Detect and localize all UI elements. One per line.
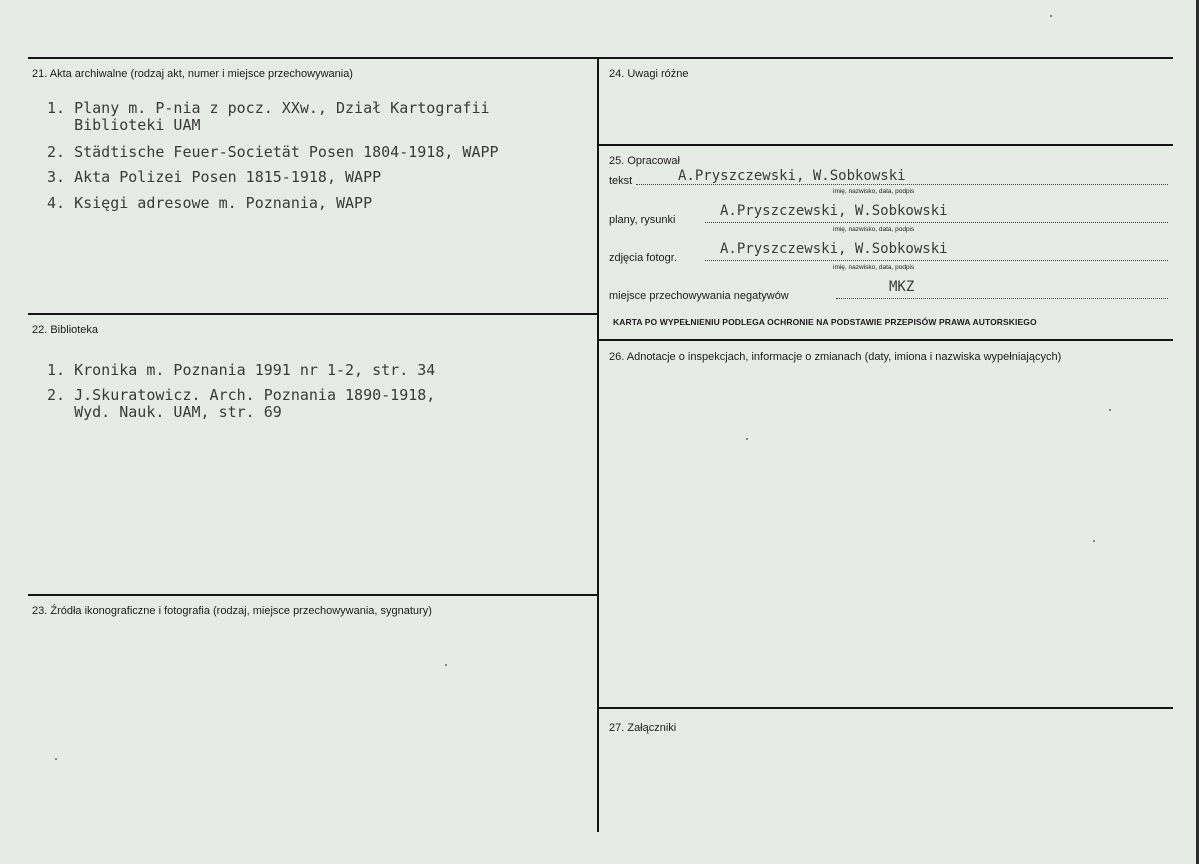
section-27-heading: 27. Załączniki [609, 722, 677, 734]
negatywy-dotted-line [836, 298, 1168, 299]
plany-value: A.Pryszczewski, W.Sobkowski [720, 203, 948, 219]
rule-22-23 [28, 594, 597, 596]
zdjecia-value: A.Pryszczewski, W.Sobkowski [720, 241, 948, 257]
plany-dotted-line [705, 222, 1168, 223]
zdjecia-label: zdjęcia fotogr. [609, 252, 677, 264]
paper-speck [1050, 15, 1052, 17]
negatywy-label: miejsce przechowywania negatywów [609, 290, 789, 302]
rule-25-26 [599, 339, 1173, 341]
paper-speck [1093, 540, 1095, 542]
zdjecia-dotted-line [705, 260, 1168, 261]
section-21-item-1: 1. Plany m. P-nia z pocz. XXw., Dział Kartografii [47, 99, 490, 117]
paper-speck [1109, 409, 1111, 411]
section-21-item-3: 3. Akta Polizei Posen 1815-1918, WAPP [47, 168, 382, 186]
tekst-label: tekst [609, 175, 633, 187]
section-21-item-4: 4. Księgi adresowe m. Poznania, WAPP [47, 194, 373, 212]
paper-speck [445, 664, 447, 666]
rule-24-25 [599, 144, 1173, 146]
section-22-item-2-cont: Wyd. Nauk. UAM, str. 69 [47, 403, 282, 421]
section-25-heading: 25. Opracował [609, 155, 680, 167]
rule-26-27 [599, 707, 1173, 709]
paper-speck [55, 758, 57, 760]
rule-21-22 [28, 313, 597, 315]
section-21-item-2: 2. Städtische Feuer-Societät Posen 1804-1918, WAPP [47, 143, 499, 161]
plany-caption: imię, nazwisko, data, podpis [833, 226, 915, 233]
tekst-caption: imię, nazwisko, data, podpis [833, 188, 915, 195]
tekst-dotted-line [636, 184, 1168, 185]
tekst-value: A.Pryszczewski, W.Sobkowski [678, 168, 906, 184]
section-21-item-1-cont: Biblioteki UAM [47, 116, 201, 134]
negatywy-value: MKZ [889, 279, 915, 295]
copyright-notice: KARTA PO WYPEŁNIENIU PODLEGA OCHRONIE NA PODSTAWIE PRZEPISÓW PRAWA AUTORSKIEGO [613, 317, 1037, 327]
section-22-item-2: 2. J.Skuratowicz. Arch. Poznania 1890-1918, [47, 386, 436, 404]
paper-speck [746, 438, 748, 440]
section-24-heading: 24. Uwagi różne [609, 68, 689, 80]
section-21-heading: 21. Akta archiwalne (rodzaj akt, numer i miejsce przechowywania) [32, 68, 353, 80]
section-26-heading: 26. Adnotacje o inspekcjach, informacje o zmianach (daty, imiona i nazwiska wypełniających) [609, 351, 1062, 363]
section-23-heading: 23. Źródła ikonograficzne i fotografia (rodzaj, miejsce przechowywania, sygnatury) [32, 605, 432, 617]
section-22-item-1: 1. Kronika m. Poznania 1991 nr 1-2, str. 34 [47, 361, 436, 379]
plany-label: plany, rysunki [609, 214, 676, 226]
zdjecia-caption: imię, nazwisko, data, podpis [833, 264, 915, 271]
center-divider [597, 57, 599, 832]
top-rule [28, 57, 1173, 59]
section-22-heading: 22. Biblioteka [32, 324, 99, 336]
